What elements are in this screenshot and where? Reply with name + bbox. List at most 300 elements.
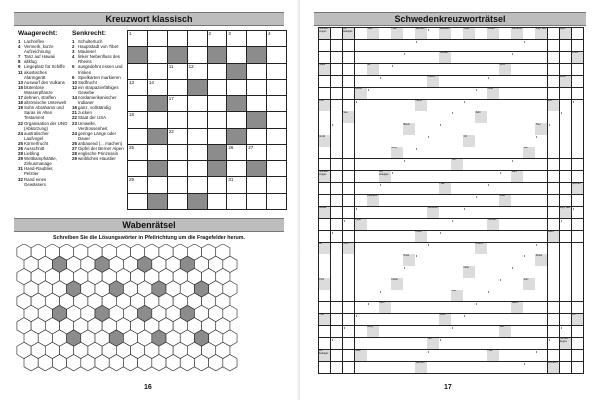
crossword-cell[interactable] [128, 194, 147, 209]
swedish-answer-cell[interactable] [499, 350, 510, 361]
swedish-answer-cell[interactable] [379, 88, 390, 99]
swedish-answer-cell[interactable] [343, 338, 354, 349]
swedish-answer-cell[interactable] [475, 64, 486, 75]
crossword-cell[interactable] [188, 112, 207, 127]
swedish-answer-cell[interactable] [560, 350, 571, 361]
swedish-answer-cell[interactable] [511, 76, 522, 87]
swedish-answer-cell[interactable] [355, 183, 366, 194]
swedish-answer-cell[interactable] [343, 362, 354, 373]
crossword-cell[interactable] [247, 177, 266, 192]
swedish-answer-cell[interactable] [367, 40, 378, 51]
swedish-answer-cell[interactable] [463, 302, 474, 313]
swedish-answer-cell[interactable] [572, 326, 583, 337]
crossword-cell[interactable] [247, 64, 266, 79]
swedish-answer-cell[interactable] [548, 326, 559, 337]
swedish-answer-cell[interactable] [439, 254, 450, 265]
swedish-answer-cell[interactable] [367, 231, 378, 242]
swedish-answer-cell[interactable] [487, 64, 498, 75]
swedish-answer-cell[interactable] [451, 254, 462, 265]
swedish-answer-cell[interactable] [548, 254, 559, 265]
swedish-answer-cell[interactable] [560, 314, 571, 325]
swedish-answer-cell[interactable] [403, 314, 414, 325]
swedish-answer-cell[interactable] [572, 40, 583, 51]
swedish-answer-cell[interactable] [463, 52, 474, 63]
crossword-cell[interactable] [128, 112, 147, 127]
swedish-answer-cell[interactable] [451, 135, 462, 146]
swedish-answer-cell[interactable] [463, 362, 474, 373]
swedish-answer-cell[interactable] [548, 350, 559, 361]
swedish-answer-cell[interactable] [487, 266, 498, 277]
swedish-answer-cell[interactable] [439, 266, 450, 277]
swedish-answer-cell[interactable] [343, 290, 354, 301]
swedish-answer-cell[interactable] [487, 76, 498, 87]
swedish-answer-cell[interactable] [487, 231, 498, 242]
swedish-answer-cell[interactable] [475, 159, 486, 170]
swedish-answer-cell[interactable] [415, 350, 426, 361]
swedish-answer-cell[interactable] [415, 290, 426, 301]
swedish-answer-cell[interactable] [548, 64, 559, 75]
swedish-answer-cell[interactable] [523, 302, 534, 313]
swedish-answer-cell[interactable] [343, 314, 354, 325]
swedish-answer-cell[interactable] [403, 243, 414, 254]
swedish-answer-cell[interactable] [560, 171, 571, 182]
swedish-answer-cell[interactable] [572, 338, 583, 349]
swedish-answer-cell[interactable] [451, 100, 462, 111]
swedish-answer-cell[interactable] [499, 111, 510, 122]
swedish-answer-cell[interactable] [439, 147, 450, 158]
swedish-answer-cell[interactable] [535, 195, 546, 206]
swedish-answer-cell[interactable] [523, 40, 534, 51]
swedish-answer-cell[interactable] [451, 40, 462, 51]
swedish-answer-cell[interactable] [499, 362, 510, 373]
swedish-answer-cell[interactable] [331, 40, 342, 51]
crossword-cell[interactable] [168, 145, 187, 160]
swedish-answer-cell[interactable] [343, 266, 354, 277]
swedish-answer-cell[interactable] [572, 207, 583, 218]
swedish-answer-cell[interactable] [548, 135, 559, 146]
crossword-cell[interactable] [208, 64, 227, 79]
swedish-answer-cell[interactable] [463, 338, 474, 349]
swedish-answer-cell[interactable] [355, 254, 366, 265]
crossword-cell[interactable] [208, 80, 227, 95]
swedish-answer-cell[interactable] [391, 231, 402, 242]
swedish-answer-cell[interactable] [451, 28, 462, 39]
swedish-answer-cell[interactable] [403, 100, 414, 111]
swedish-answer-cell[interactable] [439, 302, 450, 313]
swedish-answer-cell[interactable] [403, 326, 414, 337]
swedish-answer-cell[interactable] [343, 207, 354, 218]
swedish-answer-cell[interactable] [331, 231, 342, 242]
swedish-answer-cell[interactable] [523, 195, 534, 206]
swedish-answer-cell[interactable] [439, 76, 450, 87]
swedish-answer-cell[interactable] [560, 326, 571, 337]
swedish-answer-cell[interactable] [475, 362, 486, 373]
swedish-answer-cell[interactable] [511, 111, 522, 122]
swedish-answer-cell[interactable] [355, 302, 366, 313]
swedish-answer-cell[interactable] [319, 302, 330, 313]
swedish-answer-cell[interactable] [427, 231, 438, 242]
swedish-answer-cell[interactable] [523, 219, 534, 230]
swedish-answer-cell[interactable] [451, 207, 462, 218]
swedish-answer-cell[interactable] [439, 219, 450, 230]
swedish-answer-cell[interactable] [523, 350, 534, 361]
swedish-answer-cell[interactable] [463, 111, 474, 122]
swedish-answer-cell[interactable] [355, 159, 366, 170]
swedish-answer-cell[interactable] [427, 159, 438, 170]
swedish-answer-cell[interactable] [523, 52, 534, 63]
swedish-answer-cell[interactable] [331, 326, 342, 337]
swedish-answer-cell[interactable] [439, 362, 450, 373]
swedish-answer-cell[interactable] [331, 183, 342, 194]
swedish-answer-cell[interactable] [572, 243, 583, 254]
swedish-answer-cell[interactable] [451, 147, 462, 158]
swedish-answer-cell[interactable] [415, 266, 426, 277]
swedish-answer-cell[interactable] [415, 111, 426, 122]
swedish-answer-cell[interactable] [572, 350, 583, 361]
swedish-answer-cell[interactable] [572, 302, 583, 313]
swedish-answer-cell[interactable] [367, 183, 378, 194]
swedish-answer-cell[interactable] [403, 40, 414, 51]
crossword-cell[interactable] [168, 80, 187, 95]
swedish-answer-cell[interactable] [548, 243, 559, 254]
crossword-cell[interactable] [267, 96, 286, 111]
swedish-answer-cell[interactable] [367, 278, 378, 289]
swedish-answer-cell[interactable] [427, 362, 438, 373]
swedish-answer-cell[interactable] [560, 135, 571, 146]
swedish-answer-cell[interactable] [560, 100, 571, 111]
swedish-answer-cell[interactable] [355, 278, 366, 289]
swedish-answer-cell[interactable] [355, 266, 366, 277]
swedish-answer-cell[interactable] [439, 243, 450, 254]
swedish-answer-cell[interactable] [415, 40, 426, 51]
swedish-answer-cell[interactable] [415, 159, 426, 170]
swedish-answer-cell[interactable] [499, 40, 510, 51]
swedish-answer-cell[interactable] [572, 76, 583, 87]
swedish-answer-cell[interactable] [572, 159, 583, 170]
swedish-answer-cell[interactable] [415, 123, 426, 134]
swedish-answer-cell[interactable] [523, 76, 534, 87]
swedish-answer-cell[interactable] [343, 159, 354, 170]
swedish-answer-cell[interactable] [487, 362, 498, 373]
swedish-answer-cell[interactable] [319, 266, 330, 277]
crossword-cell[interactable] [188, 96, 207, 111]
swedish-answer-cell[interactable] [427, 111, 438, 122]
swedish-answer-cell[interactable] [487, 100, 498, 111]
swedish-answer-cell[interactable] [367, 135, 378, 146]
swedish-answer-cell[interactable] [475, 278, 486, 289]
swedish-answer-cell[interactable] [463, 64, 474, 75]
crossword-cell[interactable] [128, 96, 147, 111]
swedish-answer-cell[interactable] [523, 64, 534, 75]
swedish-answer-cell[interactable] [463, 88, 474, 99]
swedish-answer-cell[interactable] [511, 183, 522, 194]
swedish-answer-cell[interactable] [331, 278, 342, 289]
swedish-answer-cell[interactable] [331, 159, 342, 170]
swedish-answer-cell[interactable] [379, 135, 390, 146]
crossword-cell[interactable] [128, 80, 147, 95]
swedish-answer-cell[interactable] [343, 88, 354, 99]
swedish-answer-cell[interactable] [355, 362, 366, 373]
crossword-cell[interactable] [267, 64, 286, 79]
swedish-answer-cell[interactable] [475, 52, 486, 63]
swedish-answer-cell[interactable] [511, 290, 522, 301]
swedish-answer-cell[interactable] [487, 278, 498, 289]
crossword-cell[interactable] [227, 145, 246, 160]
swedish-answer-cell[interactable] [560, 111, 571, 122]
swedish-answer-cell[interactable] [403, 111, 414, 122]
swedish-answer-cell[interactable] [451, 111, 462, 122]
swedish-answer-cell[interactable] [535, 302, 546, 313]
swedish-answer-cell[interactable] [379, 278, 390, 289]
swedish-answer-cell[interactable] [572, 219, 583, 230]
swedish-answer-cell[interactable] [379, 28, 390, 39]
swedish-answer-cell[interactable] [331, 350, 342, 361]
swedish-answer-cell[interactable] [439, 231, 450, 242]
swedish-answer-cell[interactable] [475, 88, 486, 99]
swedish-answer-cell[interactable] [475, 350, 486, 361]
swedish-answer-cell[interactable] [379, 52, 390, 63]
swedish-answer-cell[interactable] [355, 111, 366, 122]
swedish-answer-cell[interactable] [343, 147, 354, 158]
swedish-answer-cell[interactable] [439, 100, 450, 111]
swedish-answer-cell[interactable] [487, 207, 498, 218]
swedish-answer-cell[interactable] [319, 290, 330, 301]
swedish-answer-cell[interactable] [523, 266, 534, 277]
swedish-answer-cell[interactable] [343, 100, 354, 111]
swedish-answer-cell[interactable] [355, 195, 366, 206]
swedish-answer-cell[interactable] [523, 171, 534, 182]
swedish-answer-cell[interactable] [511, 254, 522, 265]
swedish-answer-cell[interactable] [319, 159, 330, 170]
crossword-cell[interactable] [208, 112, 227, 127]
swedish-answer-cell[interactable] [475, 195, 486, 206]
swedish-answer-cell[interactable] [499, 266, 510, 277]
swedish-answer-cell[interactable] [572, 111, 583, 122]
crossword-cell[interactable] [267, 80, 286, 95]
swedish-answer-cell[interactable] [499, 123, 510, 134]
swedish-answer-cell[interactable] [499, 243, 510, 254]
swedish-answer-cell[interactable] [535, 147, 546, 158]
crossword-cell[interactable] [148, 31, 167, 46]
swedish-answer-cell[interactable] [463, 171, 474, 182]
swedish-answer-cell[interactable] [403, 28, 414, 39]
swedish-answer-cell[interactable] [511, 219, 522, 230]
swedish-answer-cell[interactable] [367, 88, 378, 99]
swedish-answer-cell[interactable] [403, 52, 414, 63]
swedish-answer-cell[interactable] [391, 326, 402, 337]
swedish-answer-cell[interactable] [343, 183, 354, 194]
swedish-answer-cell[interactable] [391, 88, 402, 99]
swedish-answer-cell[interactable] [439, 350, 450, 361]
swedish-answer-cell[interactable] [451, 183, 462, 194]
crossword-cell[interactable] [227, 47, 246, 62]
swedish-answer-cell[interactable] [548, 219, 559, 230]
swedish-answer-cell[interactable] [355, 123, 366, 134]
swedish-answer-cell[interactable] [343, 254, 354, 265]
swedish-answer-cell[interactable] [560, 243, 571, 254]
swedish-answer-cell[interactable] [355, 171, 366, 182]
swedish-answer-cell[interactable] [319, 52, 330, 63]
swedish-answer-cell[interactable] [523, 314, 534, 325]
swedish-answer-cell[interactable] [572, 135, 583, 146]
swedish-answer-cell[interactable] [475, 314, 486, 325]
swedish-answer-cell[interactable] [511, 195, 522, 206]
swedish-answer-cell[interactable] [331, 64, 342, 75]
swedish-answer-cell[interactable] [379, 243, 390, 254]
swedish-answer-cell[interactable] [487, 123, 498, 134]
swedish-answer-cell[interactable] [535, 219, 546, 230]
swedish-answer-cell[interactable] [548, 195, 559, 206]
swedish-answer-cell[interactable] [572, 64, 583, 75]
swedish-answer-cell[interactable] [331, 123, 342, 134]
swedish-answer-cell[interactable] [391, 183, 402, 194]
swedish-answer-cell[interactable] [427, 290, 438, 301]
crossword-cell[interactable] [148, 80, 167, 95]
swedish-answer-cell[interactable] [343, 171, 354, 182]
swedish-answer-cell[interactable] [319, 254, 330, 265]
swedish-answer-cell[interactable] [572, 195, 583, 206]
swedish-answer-cell[interactable] [355, 147, 366, 158]
swedish-answer-cell[interactable] [475, 40, 486, 51]
swedish-answer-cell[interactable] [427, 52, 438, 63]
swedish-answer-cell[interactable] [343, 76, 354, 87]
crossword-cell[interactable] [168, 112, 187, 127]
swedish-answer-cell[interactable] [451, 52, 462, 63]
swedish-answer-cell[interactable] [331, 290, 342, 301]
swedish-answer-cell[interactable] [355, 64, 366, 75]
crossword-cell[interactable] [168, 64, 187, 79]
swedish-answer-cell[interactable] [535, 326, 546, 337]
swedish-answer-cell[interactable] [511, 159, 522, 170]
swedish-answer-cell[interactable] [451, 171, 462, 182]
swedish-answer-cell[interactable] [475, 171, 486, 182]
swedish-answer-cell[interactable] [343, 195, 354, 206]
swedish-answer-cell[interactable] [463, 231, 474, 242]
crossword-cell[interactable] [168, 129, 187, 144]
crossword-cell[interactable] [227, 194, 246, 209]
swedish-answer-cell[interactable] [451, 314, 462, 325]
swedish-answer-cell[interactable] [511, 100, 522, 111]
swedish-answer-cell[interactable] [355, 326, 366, 337]
swedish-answer-cell[interactable] [560, 64, 571, 75]
swedish-answer-cell[interactable] [379, 147, 390, 158]
swedish-answer-cell[interactable] [535, 183, 546, 194]
honeycomb-grid[interactable] [14, 244, 286, 374]
swedish-answer-cell[interactable] [319, 123, 330, 134]
swedish-answer-cell[interactable] [439, 207, 450, 218]
swedish-answer-cell[interactable] [499, 338, 510, 349]
swedish-answer-cell[interactable] [415, 207, 426, 218]
swedish-answer-cell[interactable] [427, 350, 438, 361]
swedish-answer-cell[interactable] [319, 76, 330, 87]
swedish-answer-cell[interactable] [499, 183, 510, 194]
crossword-cell[interactable] [267, 112, 286, 127]
swedish-answer-cell[interactable] [523, 243, 534, 254]
swedish-answer-cell[interactable] [319, 195, 330, 206]
swedish-answer-cell[interactable] [560, 278, 571, 289]
swedish-answer-cell[interactable] [560, 302, 571, 313]
swedish-answer-cell[interactable] [415, 52, 426, 63]
crossword-cell[interactable] [188, 31, 207, 46]
swedish-answer-cell[interactable] [511, 64, 522, 75]
swedish-answer-cell[interactable] [391, 52, 402, 63]
swedish-answer-cell[interactable] [415, 147, 426, 158]
swedish-answer-cell[interactable] [511, 362, 522, 373]
swedish-answer-cell[interactable] [379, 219, 390, 230]
swedish-answer-cell[interactable] [391, 314, 402, 325]
swedish-answer-cell[interactable] [487, 243, 498, 254]
swedish-answer-cell[interactable] [560, 254, 571, 265]
swedish-answer-cell[interactable] [535, 40, 546, 51]
crossword-cell[interactable] [168, 177, 187, 192]
swedish-answer-cell[interactable] [548, 302, 559, 313]
crossword-cell[interactable] [168, 96, 187, 111]
swedish-answer-cell[interactable] [379, 111, 390, 122]
swedish-answer-cell[interactable] [427, 28, 438, 39]
swedish-answer-cell[interactable] [463, 100, 474, 111]
swedish-answer-cell[interactable] [535, 52, 546, 63]
swedish-answer-cell[interactable] [403, 159, 414, 170]
crossword-cell[interactable] [247, 194, 266, 209]
swedish-answer-cell[interactable] [548, 76, 559, 87]
swedish-answer-cell[interactable] [475, 183, 486, 194]
swedish-answer-cell[interactable] [523, 111, 534, 122]
swedish-answer-cell[interactable] [379, 123, 390, 134]
swedish-answer-cell[interactable] [475, 290, 486, 301]
crossword-cell[interactable] [267, 161, 286, 176]
swedish-answer-cell[interactable] [511, 278, 522, 289]
swedish-answer-cell[interactable] [487, 159, 498, 170]
swedish-answer-cell[interactable] [560, 183, 571, 194]
swedish-answer-cell[interactable] [331, 338, 342, 349]
swedish-answer-cell[interactable] [331, 362, 342, 373]
swedish-answer-cell[interactable] [331, 28, 342, 39]
swedish-answer-cell[interactable] [535, 290, 546, 301]
swedish-answer-cell[interactable] [367, 338, 378, 349]
swedish-answer-cell[interactable] [487, 135, 498, 146]
crossword-cell[interactable] [208, 129, 227, 144]
swedish-answer-cell[interactable] [523, 338, 534, 349]
swedish-answer-cell[interactable] [475, 28, 486, 39]
swedish-answer-cell[interactable] [391, 135, 402, 146]
swedish-answer-cell[interactable] [475, 123, 486, 134]
swedish-answer-cell[interactable] [391, 302, 402, 313]
swedish-answer-cell[interactable] [499, 159, 510, 170]
crossword-cell[interactable] [148, 47, 167, 62]
swedish-answer-cell[interactable] [572, 278, 583, 289]
swedish-answer-cell[interactable] [331, 243, 342, 254]
swedish-answer-cell[interactable] [415, 171, 426, 182]
swedish-answer-cell[interactable] [487, 254, 498, 265]
swedish-answer-cell[interactable] [439, 290, 450, 301]
swedish-answer-cell[interactable] [403, 183, 414, 194]
crossword-cell[interactable] [227, 161, 246, 176]
swedish-answer-cell[interactable] [511, 123, 522, 134]
swedish-answer-cell[interactable] [535, 243, 546, 254]
swedish-answer-cell[interactable] [499, 219, 510, 230]
swedish-answer-cell[interactable] [499, 302, 510, 313]
swedish-answer-cell[interactable] [535, 159, 546, 170]
swedish-answer-cell[interactable] [379, 266, 390, 277]
swedish-answer-cell[interactable] [367, 147, 378, 158]
swedish-answer-cell[interactable] [487, 40, 498, 51]
swedish-answer-cell[interactable] [572, 100, 583, 111]
crossword-cell[interactable] [128, 177, 147, 192]
swedish-answer-cell[interactable] [451, 266, 462, 277]
swedish-answer-cell[interactable] [572, 231, 583, 242]
swedish-answer-cell[interactable] [331, 171, 342, 182]
swedish-answer-cell[interactable] [499, 76, 510, 87]
